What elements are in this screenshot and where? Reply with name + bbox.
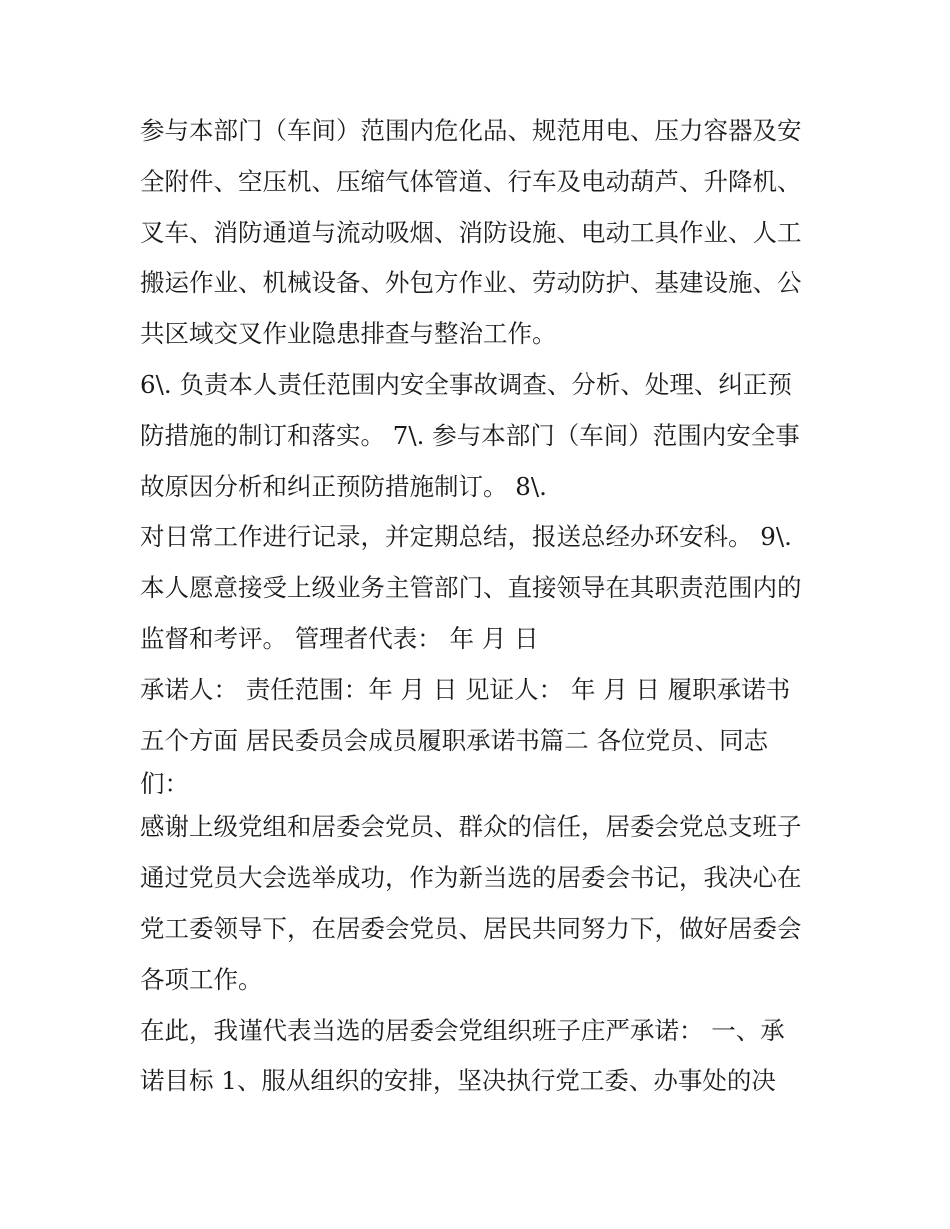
text-line: 五个方面 居民委员会成员履职承诺书篇二 各位党员、同志 xyxy=(140,725,769,755)
text-line: 承诺人： 责任范围：年 月 日 见证人： 年 月 日 履职承诺书 xyxy=(140,674,791,704)
text-line: 搬运作业、机械设备、外包方作业、劳动防护、基建设施、公 xyxy=(140,268,802,298)
text-line: 叉车、消防通道与流动吸烟、消防设施、电动工具作业、人工 xyxy=(140,217,802,247)
text-line: 监督和考评。 管理者代表： 年 月 日 xyxy=(140,623,539,653)
text-line: 对日常工作进行记录，并定期总结，报送总经办环安科。 9\. xyxy=(140,522,792,552)
body-text xyxy=(140,106,830,1107)
text-line: 感谢上级党组和居委会党员、群众的信任，居委会党总支班子 xyxy=(140,812,802,842)
text-line: 通过党员大会选举成功，作为新当选的居委会书记，我决心在 xyxy=(140,863,802,893)
text-line: 本人愿意接受上级业务主管部门、直接领导在其职责范围内的 xyxy=(140,573,802,603)
text-line: 参与本部门（车间）范围内危化品、规范用电、压力容器及安 xyxy=(140,116,802,145)
text-line: 诺目标 1、服从组织的安排，坚决执行党工委、办事处的决 xyxy=(140,1066,776,1096)
text-line: 党工委领导下，在居委会党员、居民共同努力下，做好居委会 xyxy=(140,913,802,943)
text-line: 故原因分析和纠正预防措施制订。 8\. xyxy=(140,471,547,501)
text-line: 共区域交叉作业隐患排查与整治工作。 xyxy=(140,319,557,349)
text-line: 在此，我谨代表当选的居委会党组织班子庄严承诺： 一、承 xyxy=(140,1015,785,1045)
text-line: 各项工作。 xyxy=(140,964,263,994)
text-line: 6\. 负责本人责任范围内安全事故调查、分析、处理、纠正预 xyxy=(140,369,792,399)
text-line: 防措施的制订和落实。 7\. 参与本部门（车间）范围内安全事 xyxy=(140,420,800,450)
text-line: 全附件、空压机、压缩气体管道、行车及电动葫芦、升降机、 xyxy=(140,166,802,196)
text-line: 们： xyxy=(140,769,189,799)
